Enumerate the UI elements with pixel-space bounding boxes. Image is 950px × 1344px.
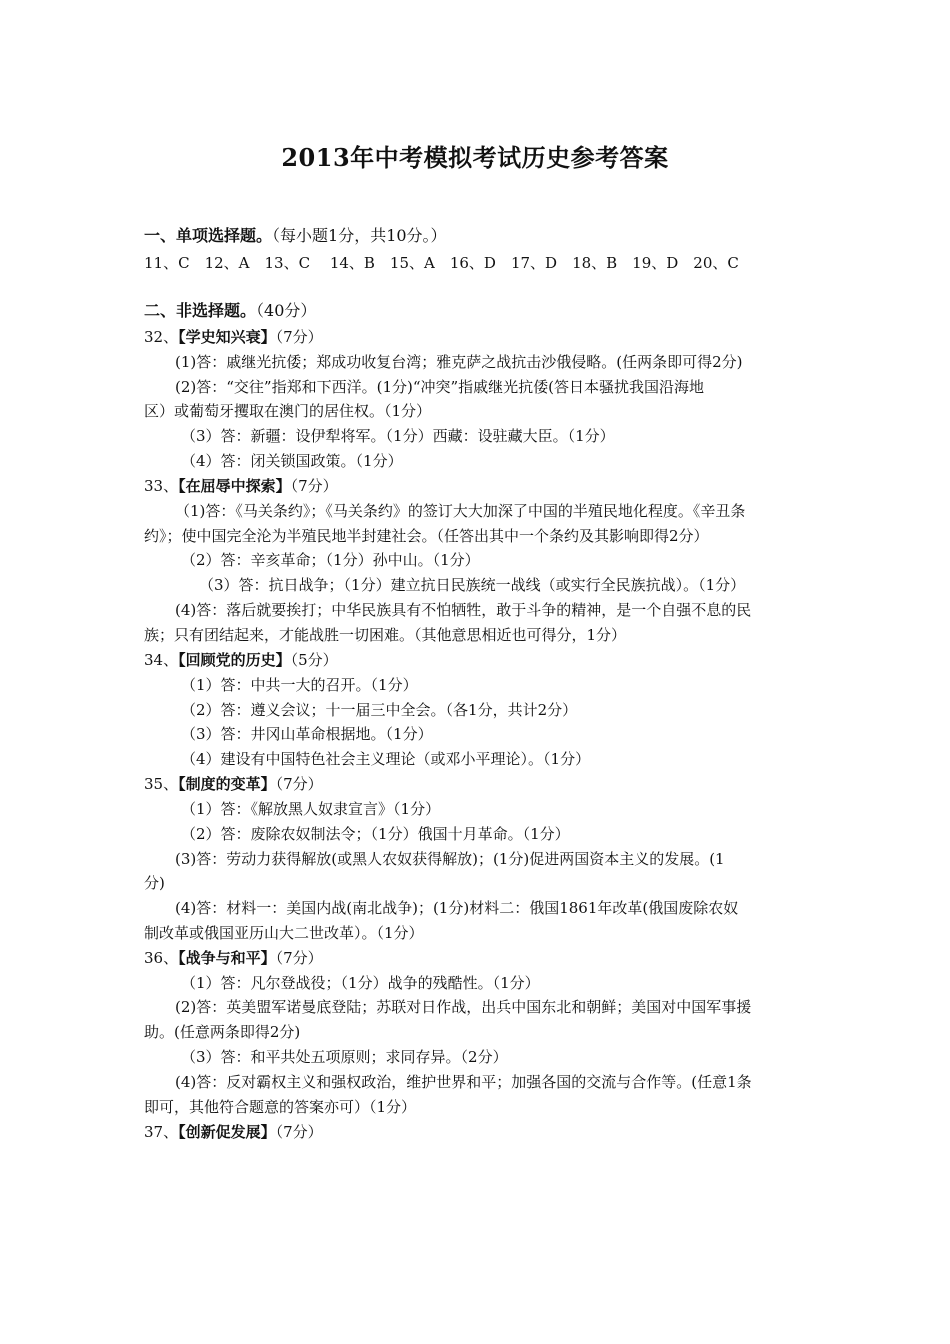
q34-answer-2: （2）答：遵义会议；十一届三中全会。（各1分，共计2分） bbox=[181, 701, 578, 719]
question-number: 35、 bbox=[144, 775, 179, 793]
question-36-header bbox=[144, 948, 824, 968]
q33-answer-2: （2）答：辛亥革命；（1分）孙中山。（1分） bbox=[181, 551, 480, 569]
q33-answer-4-line-1: (4)答：落后就要挨打；中华民族具有不怕牺牲，敢于斗争的精神，是一个自强不息的民 bbox=[175, 601, 752, 619]
question-topic: 【制度的变革】 bbox=[178, 775, 276, 793]
question-topic: 【创新促发展】 bbox=[178, 1123, 276, 1141]
question-number: 33、 bbox=[144, 477, 179, 495]
question-score: （7分） bbox=[275, 949, 323, 967]
q35-answer-3-line-2: 分) bbox=[144, 874, 165, 892]
question-number: 37、 bbox=[144, 1123, 179, 1141]
q32-answer-3: （3）答：新疆：设伊犁将军。（1分）西藏：设驻藏大臣。（1分） bbox=[181, 427, 615, 445]
q35-answer-2: （2）答：废除农奴制法令；（1分）俄国十月革命。（1分） bbox=[181, 825, 570, 843]
q32-answer-4: （4）答：闭关锁国政策。（1分） bbox=[181, 452, 403, 470]
section-2-heading: 二、非选择题。 bbox=[144, 301, 257, 320]
question-score: （7分） bbox=[290, 477, 338, 495]
question-32-header bbox=[144, 327, 824, 347]
q36-answer-2-line-2: 助。(任意两条即得2分) bbox=[144, 1023, 301, 1041]
question-35-header bbox=[144, 774, 824, 794]
q33-answer-1-line-1: （1)答：《马关条约》；《马关条约》的签订大大加深了中国的半殖民地化程度。《辛丑条 bbox=[175, 502, 746, 520]
question-number: 34、 bbox=[144, 651, 179, 669]
q34-answer-1: （1）答：中共一大的召开。（1分） bbox=[181, 676, 418, 694]
q36-answer-1: （1）答：凡尔登战役；（1分）战争的残酷性。（1分） bbox=[181, 974, 540, 992]
question-topic: 【在屈辱中探索】 bbox=[178, 477, 291, 495]
q34-answer-3: （3）答：井冈山革命根据地。（1分） bbox=[181, 725, 433, 743]
q34-answer-4: （4）建设有中国特色社会主义理论（或邓小平理论）。（1分） bbox=[181, 750, 591, 768]
q32-answer-2-line-2: 区）或葡萄牙攫取在澳门的居住权。（1分） bbox=[144, 402, 432, 420]
question-topic: 【回顾党的历史】 bbox=[178, 651, 291, 669]
question-topic: 【战争与和平】 bbox=[178, 949, 276, 967]
q36-answer-4-line-2: 即可，其他符合题意的答案亦可）（1分） bbox=[144, 1098, 417, 1116]
q35-answer-3-line-1: (3)答：劳动力获得解放(或黑人农奴获得解放)；(1分)促进两国资本主义的发展。(1 bbox=[175, 850, 725, 868]
question-number: 36、 bbox=[144, 949, 179, 967]
section-2-header bbox=[144, 301, 824, 321]
question-34-header bbox=[144, 650, 824, 670]
q33-answer-3: （3）答：抗日战争；（1分）建立抗日民族统一战线（或实行全民族抗战）。（1分） bbox=[199, 576, 746, 594]
q32-answer-2-line-1: (2)答：“交往”指郑和下西洋。(1分)“冲突”指戚继光抗倭(答日本骚扰我国沿海地 bbox=[175, 378, 705, 396]
question-37-header bbox=[144, 1122, 824, 1142]
question-score: （7分） bbox=[275, 1123, 323, 1141]
q36-answer-4-line-1: (4)答：反对霸权主义和强权政治，维护世界和平；加强各国的交流与合作等。(任意1条 bbox=[175, 1073, 752, 1091]
section-2-note: （40分） bbox=[256, 301, 317, 320]
question-score: （5分） bbox=[290, 651, 338, 669]
question-score: （7分） bbox=[275, 775, 323, 793]
q33-answer-1-line-2: 约》；使中国完全沦为半殖民地半封建社会。（任答出其中一个条约及其影响即得2分） bbox=[144, 527, 709, 545]
q35-answer-1: （1）答：《解放黑人奴隶宣言》（1分） bbox=[181, 800, 441, 818]
page-title: 2013年中考模拟考试历史参考答案 bbox=[281, 143, 669, 172]
section-1-header bbox=[144, 226, 824, 246]
q32-answer-1: (1)答：戚继光抗倭；郑成功收复台湾；雅克萨之战抗击沙俄侵略。(任两条即可得2分) bbox=[175, 353, 743, 371]
q35-answer-4-line-2: 制改革或俄国亚历山大二世改革）。（1分） bbox=[144, 924, 424, 942]
q33-answer-4-line-2: 族；只有团结起来，才能战胜一切困难。（其他意思相近也可得分，1分） bbox=[144, 626, 627, 644]
question-topic: 【学史知兴衰】 bbox=[178, 328, 276, 346]
question-score: （7分） bbox=[275, 328, 323, 346]
section-1-note: （每小题1分，共10分。） bbox=[272, 226, 447, 245]
question-number: 32、 bbox=[144, 328, 179, 346]
q36-answer-2-line-1: (2)答：英美盟军诺曼底登陆；苏联对日作战，出兵中国东北和朝鲜；美国对中国军事援 bbox=[175, 998, 752, 1016]
q36-answer-3: （3）答：和平共处五项原则；求同存异。（2分） bbox=[181, 1048, 508, 1066]
q35-answer-4-line-1: (4)答：材料一：美国内战(南北战争)；(1分)材料二：俄国1861年改革(俄国废除农奴 bbox=[175, 899, 739, 917]
section-1-heading: 一、单项选择题。 bbox=[144, 226, 273, 245]
section-1-answers: 11、C 12、A 13、C 14、B 15、A 16、D 17、D 18、B 19、D 20、C bbox=[144, 254, 739, 272]
question-33-header bbox=[144, 476, 824, 496]
